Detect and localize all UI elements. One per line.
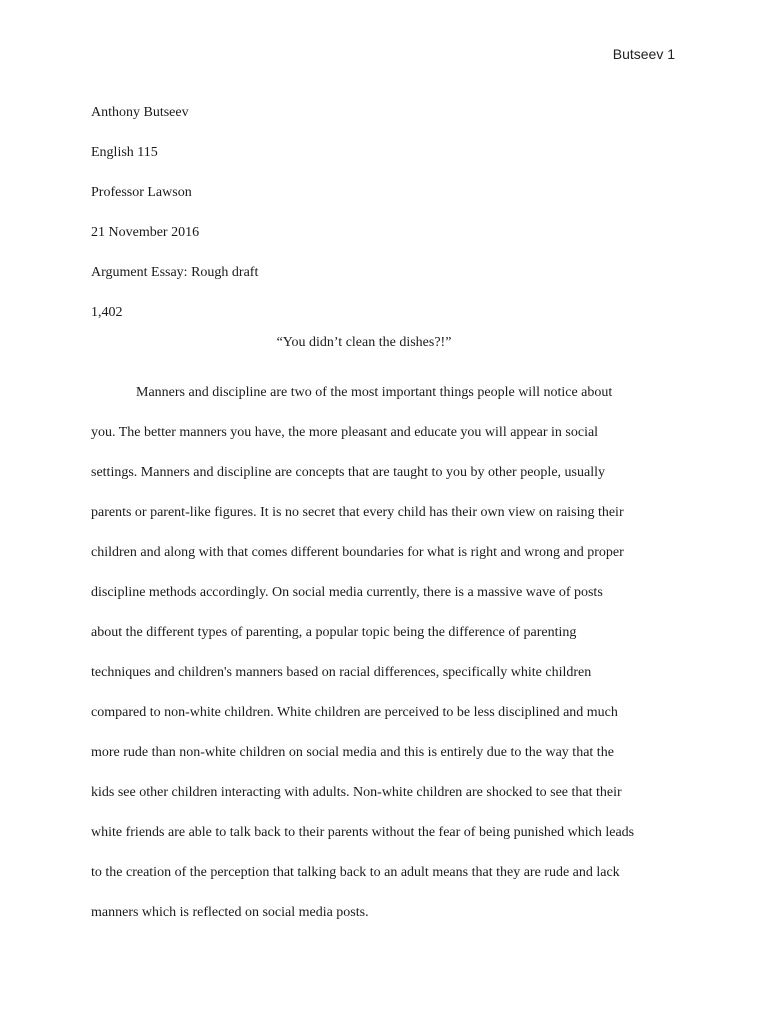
course-name: English 115 [91,145,158,160]
mla-heading [91,93,681,333]
essay-body [91,373,691,933]
professor-name: Professor Lawson [91,185,192,200]
author-name: Anthony Butseev [91,105,189,120]
body-line: Manners and discipline are two of the most important things people will notice about [136,385,613,400]
essay-title: “You didn’t clean the dishes?!” [276,335,452,350]
body-line: manners which is reflected on social media posts. [91,905,369,920]
body-line: children and along with that comes different boundaries for what is right and wrong and proper [91,545,624,560]
body-line: kids see other children interacting with adults. Non-white children are shocked to see that their [91,785,622,800]
body-line: techniques and children's manners based on racial differences, specifically white children [91,665,592,680]
word-count: 1,402 [91,305,123,320]
assignment-title: Argument Essay: Rough draft [91,265,259,280]
running-header: Butseev 1 [612,46,675,62]
body-line: compared to non-white children. White children are perceived to be less disciplined and much [91,705,618,720]
body-line: white friends are able to talk back to their parents without the fear of being punished which leads [91,825,635,840]
body-line: to the creation of the perception that talking back to an adult means that they are rude and lack [91,865,620,880]
body-line: about the different types of parenting, a popular topic being the difference of parenting [91,625,577,640]
body-line: settings. Manners and discipline are concepts that are taught to you by other people, usually [91,465,605,480]
body-line: parents or parent-like figures. It is no secret that every child has their own view on raising their [91,505,624,520]
date: 21 November 2016 [91,225,200,240]
body-line: you. The better manners you have, the more pleasant and educate you will appear in social [91,425,599,440]
body-line: discipline methods accordingly. On social media currently, there is a massive wave of posts [91,585,603,600]
body-line: more rude than non-white children on social media and this is entirely due to the way that the [91,745,614,760]
